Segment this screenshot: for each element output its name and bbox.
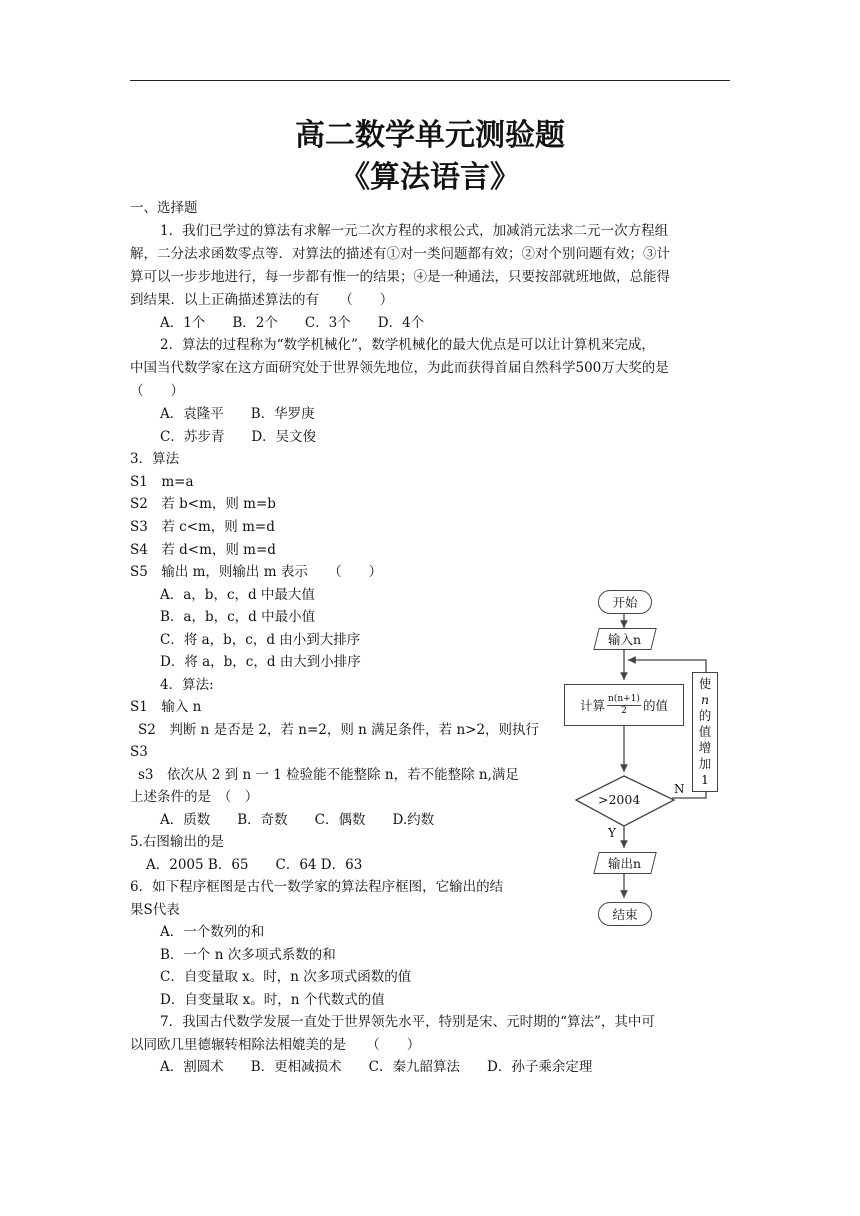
- q3-option-b: B．a，b，c，d 中最小值: [160, 609, 316, 625]
- q2-options-ab: A．袁隆平 B．华罗庚: [160, 406, 315, 422]
- output-label: 输出n: [608, 856, 642, 871]
- q1-options: A．1个 B．2个 C．3个 D．4个: [160, 315, 425, 331]
- header-rule: [130, 80, 730, 81]
- q6-line-1: 6．如下程序框图是古代一数学家的算法程序框图，它输出的结: [130, 879, 504, 895]
- q7-line-1: 7．我国古代数学发展一直处于世界领先水平，特别是宋、元时期的“算法”，其中可: [160, 1014, 655, 1030]
- fraction-denominator: 2: [621, 705, 627, 716]
- q4-step-2: S2 判断 n 是否是 2，若 n=2，则 n 满足条件，若 n>2，则执行: [138, 722, 540, 738]
- q6-option-d: D．自变量取 x。时，n 个代数式的值: [160, 992, 385, 1008]
- q3-step-5: S5 输出 m，则输出 m 表示 （ ）: [130, 564, 383, 580]
- q3-step-3: S3 若 c<m，则 m=d: [130, 519, 275, 535]
- q3-step-4: S4 若 d<m，则 m=d: [130, 542, 276, 558]
- q1-line-1: 1．我们已学过的算法有求解一元二次方程的求根公式，加减消元法求二元一次方程组: [160, 223, 669, 239]
- q2-line-1: 2．算法的过程称为“数学机械化”，数学机械化的最大优点是可以让计算机来完成，: [160, 337, 655, 353]
- condition-label: >2004: [598, 792, 641, 807]
- q3-step-2: S2 若 b<m，则 m=b: [130, 496, 276, 512]
- q4-options: A．质数 B．奇数 C．偶数 D.约数: [160, 812, 435, 828]
- page-title: 高二数学单元测验题: [295, 118, 565, 153]
- q3-option-a: A．a，b，c，d 中最大值: [160, 587, 315, 603]
- loop-char-7: 1: [701, 772, 709, 787]
- q4-step-3: s3 依次从 2 到 n 一 1 检验能不能整除 n，若不能整除 n,满足: [138, 767, 519, 783]
- loop-increment-node: [692, 672, 718, 792]
- q1-line-2: 解，二分法求函数零点等．对算法的描述有①对一类问题都有效；②对个别问题有效；③计: [130, 246, 670, 262]
- start-label: 开始: [612, 595, 638, 610]
- q2-options-cd: C．苏步青 D．吴文俊: [160, 429, 317, 445]
- end-label: 结束: [612, 907, 638, 922]
- loop-char-1: 使: [698, 676, 712, 691]
- q6-option-a: A．一个数列的和: [160, 924, 265, 940]
- q4-title: 4．算法:: [160, 677, 214, 693]
- loop-char-5: 增: [698, 740, 712, 755]
- q7-line-2: 以同欧几里德辗转相除法相媲美的是 （ ）: [130, 1037, 421, 1053]
- page-subtitle: 《算法语言》: [340, 160, 520, 195]
- section-heading: 一、选择题: [130, 200, 198, 216]
- q5-options: A．2005 B．65 C．64 D．63: [146, 857, 363, 873]
- q6-line-2: 果S代表: [130, 902, 180, 918]
- loop-char-3: 的: [698, 708, 712, 723]
- no-branch-label: N: [674, 782, 685, 796]
- compute-suffix: 的值: [642, 698, 668, 713]
- q5-title: 5.右图输出的是: [130, 834, 224, 850]
- compute-prefix: 计算: [580, 698, 606, 713]
- q1-line-4: 到结果．以上正确描述算法的有 （ ）: [130, 292, 394, 308]
- q3-step-1: S1 m=a: [130, 474, 194, 490]
- q4-step-1: S1 输入 n: [130, 699, 202, 715]
- q3-title: 3．算法: [130, 451, 180, 467]
- q6-option-c: C．自变量取 x。时，n 次多项式函数的值: [160, 969, 412, 985]
- input-label: 输入n: [608, 632, 642, 647]
- start-node: [598, 590, 652, 614]
- q4-step-3-cont: 上述条件的是 （ ）: [130, 789, 259, 805]
- flowchart: [560, 580, 740, 940]
- input-node: [593, 628, 656, 650]
- fraction: [607, 694, 641, 717]
- q1-line-3: 算可以一步步地进行，每一步都有惟一的结果；④是一种通法，只要按部就班地做，总能得: [130, 269, 670, 285]
- q3-option-d: D．将 a，b，c，d 由大到小排序: [160, 654, 361, 670]
- q4-step-2-cont: S3: [130, 744, 148, 760]
- q6-option-b: B．一个 n 次多项式系数的和: [160, 947, 336, 963]
- loop-char-4: 值: [698, 724, 712, 739]
- loop-char-2: n: [700, 692, 710, 707]
- yes-branch-label: Y: [608, 826, 616, 840]
- output-node: [593, 852, 656, 874]
- q3-option-c: C．将 a，b，c，d 由小到大排序: [160, 632, 361, 648]
- q2-line-2: 中国当代数学家在这方面研究处于世界领先地位，为此而获得首届自然科学500万大奖的是: [130, 360, 669, 376]
- end-node: [598, 902, 652, 926]
- compute-node: [564, 684, 684, 726]
- fraction-numerator: n(n+1): [608, 693, 640, 704]
- q2-line-3: （ ）: [130, 383, 184, 399]
- q7-options: A．割圆术 B．更相减损术 C．秦九韶算法 D．孙子乘余定理: [160, 1059, 593, 1075]
- loop-char-6: 加: [698, 756, 712, 771]
